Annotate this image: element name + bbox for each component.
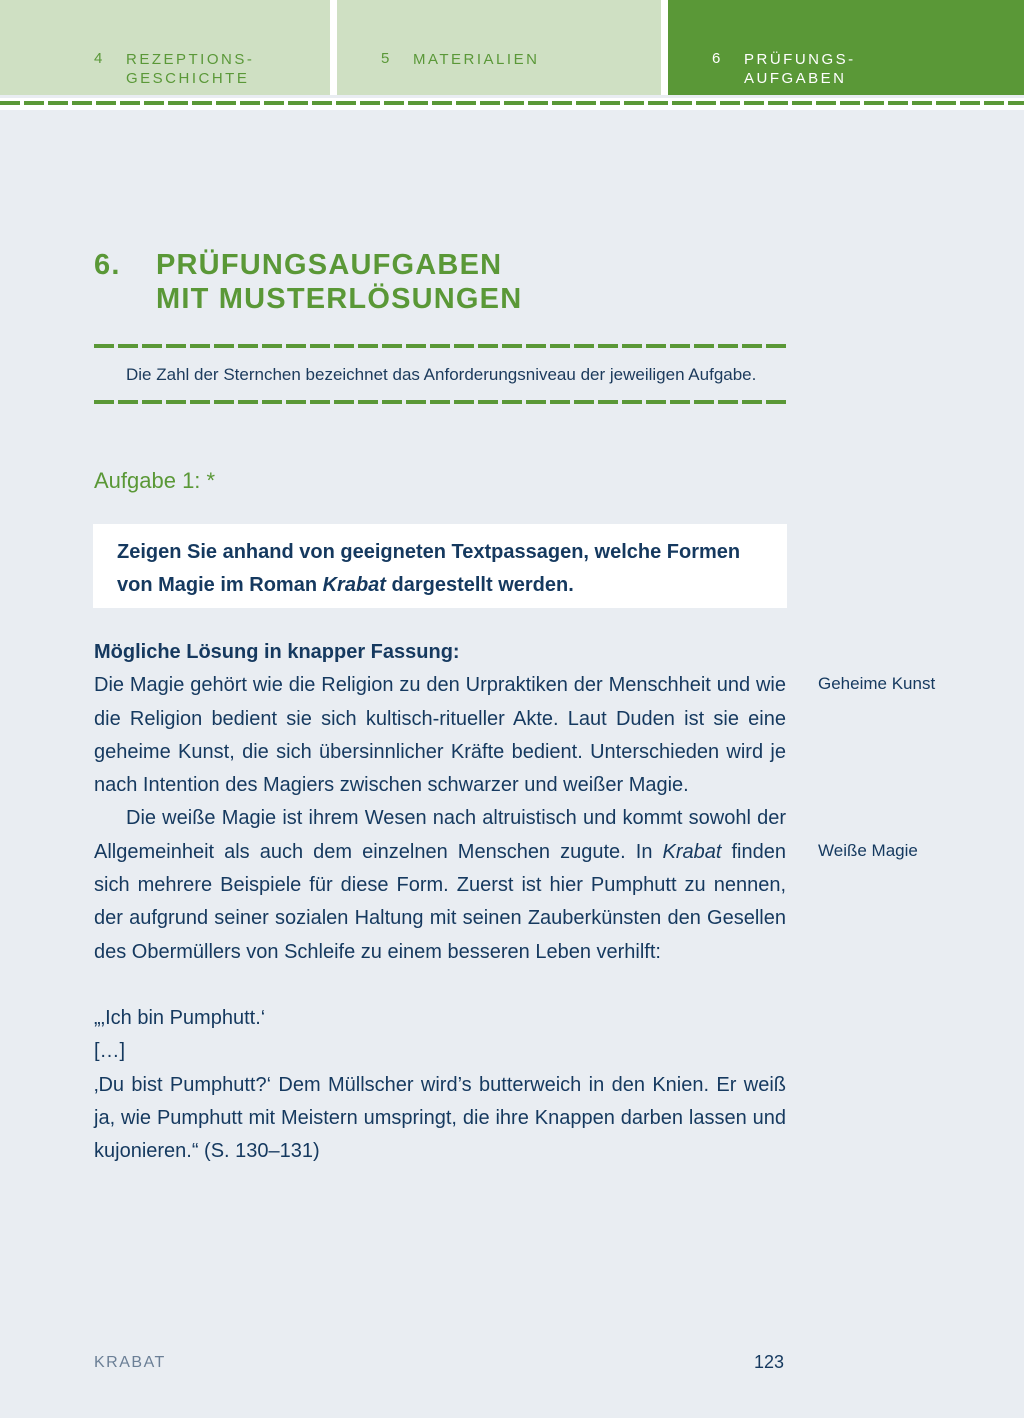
task-prompt: Zeigen Sie anhand von geeigneten Textpassagen, welche Formen von Magie im Roman Krabat dargestellt werden. [117, 541, 741, 596]
quote-line: „‚Ich bin Pumphutt.‘ [94, 1006, 266, 1029]
task-prompt-box [93, 524, 787, 608]
info-note [94, 344, 786, 404]
tab-label-line2: AUFGABEN [744, 70, 847, 87]
tab-label-line1: PRÜFUNGS- [744, 51, 856, 68]
chapter-title-line2: MIT MUSTERLÖSUNGEN [156, 283, 523, 315]
page-number: 123 [754, 1352, 785, 1372]
tab-materialien[interactable] [337, 0, 661, 95]
margin-note: Geheime Kunst [818, 674, 936, 693]
tab-number: 6 [712, 50, 723, 67]
tab-rezeptionsgeschichte[interactable] [0, 0, 330, 95]
tab-label [744, 50, 856, 88]
note-text: Die Zahl der Sternchen bezeichnet das Anforderungsniveau der jeweiligen Aufgabe. [126, 365, 757, 384]
tab-label [126, 50, 254, 88]
margin-note: Weiße Magie [818, 841, 918, 860]
footer-book-title: KRABAT [94, 1354, 166, 1371]
quote-line: […] [94, 1040, 126, 1063]
chapter-nav-header [0, 0, 1024, 95]
dashed-divider [0, 101, 1024, 105]
tab-label-line1: REZEPTIONS- [126, 51, 255, 68]
dashed-divider [94, 400, 786, 404]
chapter-number: 6. [94, 249, 121, 281]
task-heading: Aufgabe 1: * [94, 468, 216, 493]
solution-paragraph: Die weiße Magie ist ihrem Wesen nach altruistisch und kommt sowohl der Allgemeinheit als auch dem einzelnen Menschen zugute. In Krabat finden sich mehrere Beispiele für diese Form. Zuerst ist hier Pumphutt zu nennen, der aufgrund seiner sozialen Haltung mit seinen Zauberkünsten den Gesellen des Obermüllers von Schleife zu einem besseren Leben verhilft: [94, 807, 786, 963]
solution-section [94, 636, 786, 1168]
solution-subhead: Mögliche Lösung in knapper Fassung: [94, 641, 460, 663]
tab-number: 4 [94, 50, 105, 67]
tab-number: 5 [381, 50, 392, 67]
tab-pruefungsaufgaben[interactable] [668, 0, 1024, 95]
quote-line: ‚Du bist Pumphutt?‘ Dem Müllscher wird’s butterweich in den Knien. Er weiß ja, wie Pumphutt mit Meistern umspringt, die ihre Knappen darben lassen und kujonieren.“ (S. 130–131) [94, 1073, 786, 1163]
tab-label-line2: GESCHICHTE [126, 70, 250, 87]
chapter-title-line1: PRÜFUNGSAUFGABEN [156, 249, 503, 281]
header-divider [0, 98, 1024, 110]
tab-label: MATERIALIEN [413, 51, 540, 68]
quote-block [94, 1002, 786, 1168]
solution-paragraph: Die Magie gehört wie die Religion zu den Urpraktiken der Menschheit und wie die Religion bedient sie sich kultisch-ritueller Akte. Laut Duden ist sie eine geheime Kunst, die sich übersinnlicher Kräfte bedient. Unterschieden wird je nach Intention des Magiers zwischen schwarzer und weißer Magie. [94, 674, 786, 797]
